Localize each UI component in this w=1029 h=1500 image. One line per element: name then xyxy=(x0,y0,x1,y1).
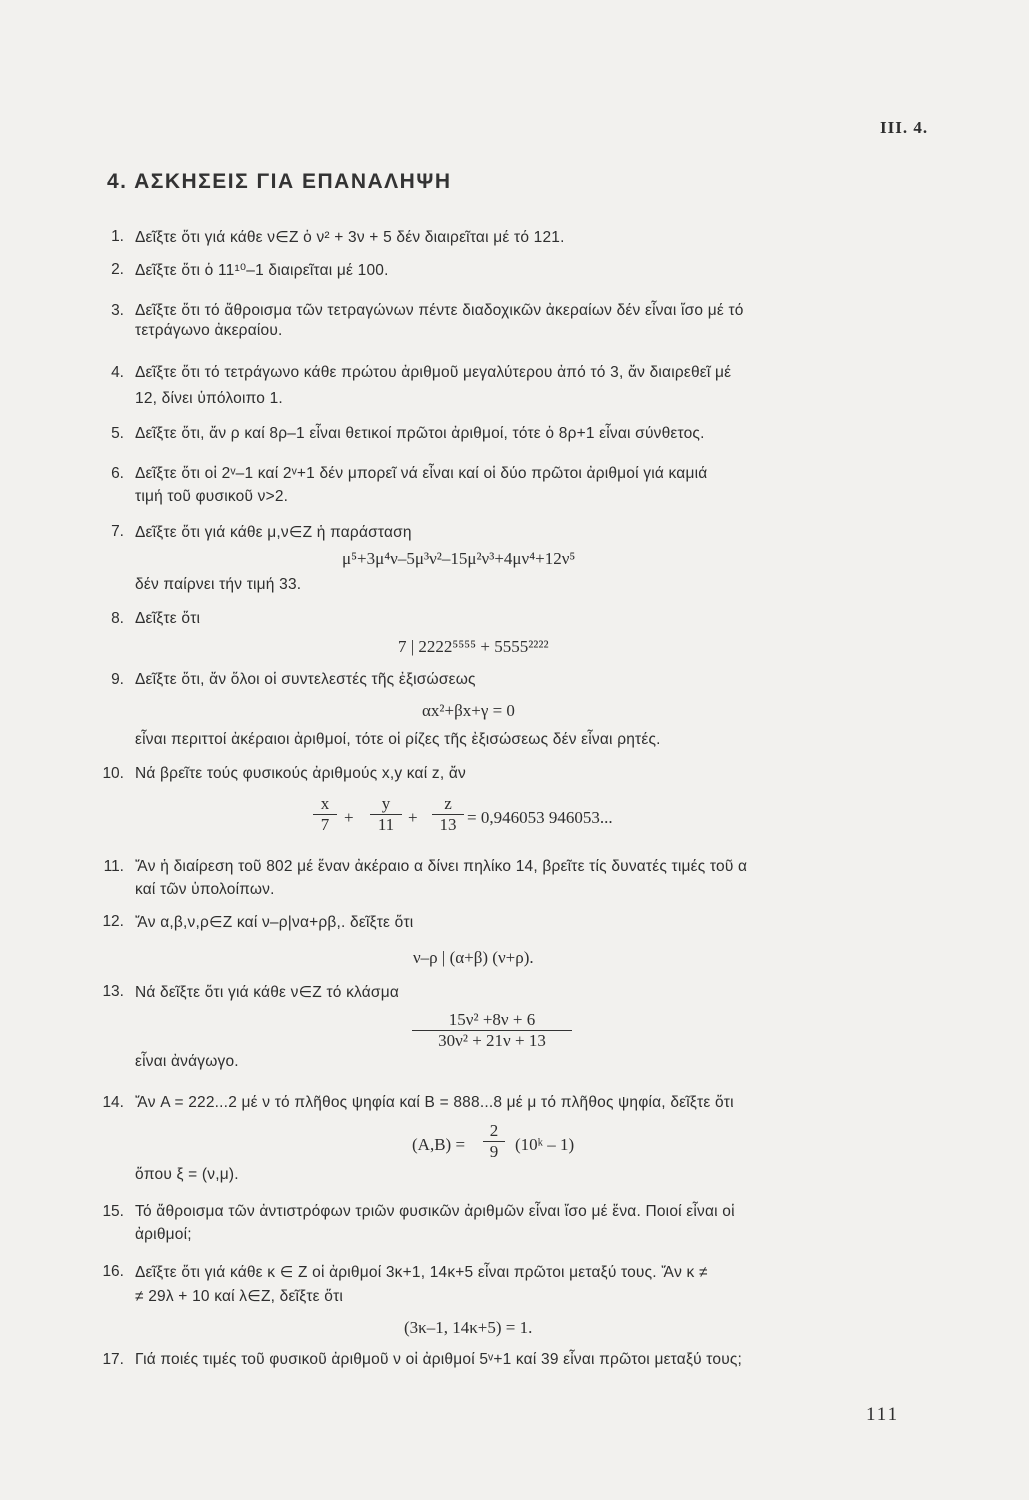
denominator: 30ν² + 21ν + 13 xyxy=(438,1031,546,1050)
formula-rhs: = 0,946053 946053... xyxy=(467,808,613,827)
denominator: 9 xyxy=(489,1142,499,1161)
formula-left: (A,B) = xyxy=(412,1135,466,1154)
exercise-number: 7. xyxy=(111,523,124,540)
chapter-code: III. 4. xyxy=(880,118,929,137)
exercise-text: τιμή τοῦ φυσικοῦ ν>2. xyxy=(135,488,289,505)
numerator: y xyxy=(370,794,402,815)
numerator: x xyxy=(313,794,337,815)
exercise-text: Γιά ποιές τιμές τοῦ φυσικοῦ ἀριθμοῦ ν οἱ ἀριθμοί 5ᵛ+1 καί 39 εἶναι πρῶτοι μεταξύ τους; xyxy=(135,1351,743,1368)
exercise-text: ἀριθμοί; xyxy=(135,1226,192,1243)
exercise-text: Νά βρεῖτε τούς φυσικούς ἀριθμούς x,y καί z, ἄν xyxy=(135,765,466,782)
exercise-text: εἶναι περιττοί ἀκέραιοι ἀριθμοί, τότε οἱ ρίζες τῆς ἐξισώσεως δέν εἶναι ρητές. xyxy=(135,731,661,748)
exercise-text: Δεῖξτε ὅτι γιά κάθε μ,ν∈Z ἡ παράσταση xyxy=(135,524,412,541)
exercise-number: 3. xyxy=(111,302,124,319)
exercise-text: ὅπου ξ = (ν,μ). xyxy=(135,1166,239,1183)
fraction-two-ninths xyxy=(483,1121,505,1162)
section-title: 4. ΑΣΚΗΣΕΙΣ ΓΙΑ ΕΠΑΝΑΛΗΨΗ xyxy=(107,170,452,193)
formula: μ⁵+3μ⁴ν–5μ³ν²–15μ²ν³+4μν⁴+12ν⁵ xyxy=(342,549,576,568)
exercise-number: 12. xyxy=(102,913,124,930)
exercise-text: εἶναι ἀνάγωγο. xyxy=(135,1053,239,1070)
exercise-text: δέν παίρνει τήν τιμή 33. xyxy=(135,576,302,593)
formula: 7 | 2222⁵⁵⁵⁵ + 5555²²²² xyxy=(398,637,549,656)
exercise-text: Δεῖξτε ὅτι ὁ 11¹⁰–1 διαιρεῖται μέ 100. xyxy=(135,262,389,279)
denominator: 7 xyxy=(320,815,330,834)
plus-sign: + xyxy=(408,808,418,827)
exercise-number: 17. xyxy=(102,1351,124,1368)
formula-right: (10ᵏ – 1) xyxy=(515,1135,575,1154)
fraction-y xyxy=(370,794,402,835)
exercise-number: 14. xyxy=(102,1094,124,1111)
exercise-text: Δεῖξτε ὅτι xyxy=(135,610,201,627)
formula: (3κ–1, 14κ+5) = 1. xyxy=(404,1318,533,1337)
exercise-text: Δεῖξτε ὅτι, ἄν ὅλοι οἱ συντελεστές τῆς ἐξισώσεως xyxy=(135,671,476,688)
exercise-number: 15. xyxy=(102,1203,124,1220)
exercise-text: Ἄν ἡ διαίρεση τοῦ 802 μέ ἕναν ἀκέραιο α δίνει πηλίκο 14, βρεῖτε τίς δυνατές τιμές τοῦ α xyxy=(135,858,748,875)
exercise-number: 1. xyxy=(111,228,124,245)
fraction-expression xyxy=(412,1010,572,1051)
exercise-text: Δεῖξτε ὅτι τό τετράγωνο κάθε πρώτου ἀριθμοῦ μεγαλύτερου ἀπό τό 3, ἄν διαιρεθεῖ μέ xyxy=(135,364,732,381)
exercise-text: τετράγωνο ἀκεραίου. xyxy=(135,322,283,339)
exercise-number: 6. xyxy=(111,465,124,482)
denominator: 13 xyxy=(439,815,457,834)
exercise-number: 4. xyxy=(111,364,124,381)
denominator: 11 xyxy=(377,815,395,834)
numerator: 2 xyxy=(483,1121,505,1142)
formula: αx²+βx+γ = 0 xyxy=(422,701,515,720)
exercise-text: 12, δίνει ὑπόλοιπο 1. xyxy=(135,390,283,407)
exercise-text: Δεῖξτε ὅτι, ἄν ρ καί 8ρ–1 εἶναι θετικοί πρῶτοι ἀριθμοί, τότε ὁ 8ρ+1 εἶναι σύνθετος. xyxy=(135,425,705,442)
exercise-number: 8. xyxy=(111,610,124,627)
exercise-number: 5. xyxy=(111,425,124,442)
exercise-number: 2. xyxy=(111,261,124,278)
formula: ν–ρ | (α+β) (ν+ρ). xyxy=(413,948,534,967)
exercise-text: ≠ 29λ + 10 καί λ∈Z, δεῖξτε ὅτι xyxy=(135,1288,344,1305)
exercise-text: Ἄν α,β,ν,ρ∈Z καί ν–ρ|να+ρβ,. δεῖξτε ὅτι xyxy=(135,914,414,931)
exercise-text: καί τῶν ὑπολοίπων. xyxy=(135,881,275,898)
exercise-text: Δεῖξτε ὅτι γιά κάθε κ ∈ Z οἱ ἀριθμοί 3κ+1, 14κ+5 εἶναι πρῶτοι μεταξύ τους. Ἄν κ ≠ xyxy=(135,1264,708,1281)
plus-sign: + xyxy=(344,808,354,827)
exercise-text: Ἄν A = 222...2 μέ ν τό πλῆθος ψηφία καί B = 888...8 μέ μ τό πλῆθος ψηφία, δεῖξτε ὅτι xyxy=(135,1094,734,1111)
exercise-number: 16. xyxy=(102,1263,124,1280)
exercise-number: 10. xyxy=(102,765,124,782)
exercise-text: Τό ἄθροισμα τῶν ἀντιστρόφων τριῶν φυσικῶν ἀριθμῶν εἶναι ἴσο μέ ἕνα. Ποιοί εἶναι οἱ xyxy=(135,1203,735,1220)
exercise-text: Νά δεῖξτε ὅτι γιά κάθε ν∈Z τό κλάσμα xyxy=(135,984,399,1001)
exercise-text: Δεῖξτε ὅτι γιά κάθε ν∈Z ὁ ν² + 3ν + 5 δέν διαιρεῖται μέ τό 121. xyxy=(135,229,565,246)
exercise-number: 13. xyxy=(102,983,124,1000)
page-number: 111 xyxy=(866,1404,900,1425)
fraction-x xyxy=(313,794,337,835)
numerator: z xyxy=(432,794,464,815)
exercise-number: 11. xyxy=(103,858,124,875)
exercise-text: Δεῖξτε ὅτι τό ἄθροισμα τῶν τετραγώνων πέντε διαδοχικῶν ἀκεραίων δέν εἶναι ἴσο μέ τό xyxy=(135,302,744,319)
exercise-number: 9. xyxy=(111,671,124,688)
numerator: 15ν² +8ν + 6 xyxy=(412,1010,572,1031)
exercise-text: Δεῖξτε ὅτι οἱ 2ᵛ–1 καί 2ᵛ+1 δέν μπορεῖ νά εἶναι καί οἱ δύο πρῶτοι ἀριθμοί γιά καμιά xyxy=(135,465,708,482)
fraction-z xyxy=(432,794,464,835)
